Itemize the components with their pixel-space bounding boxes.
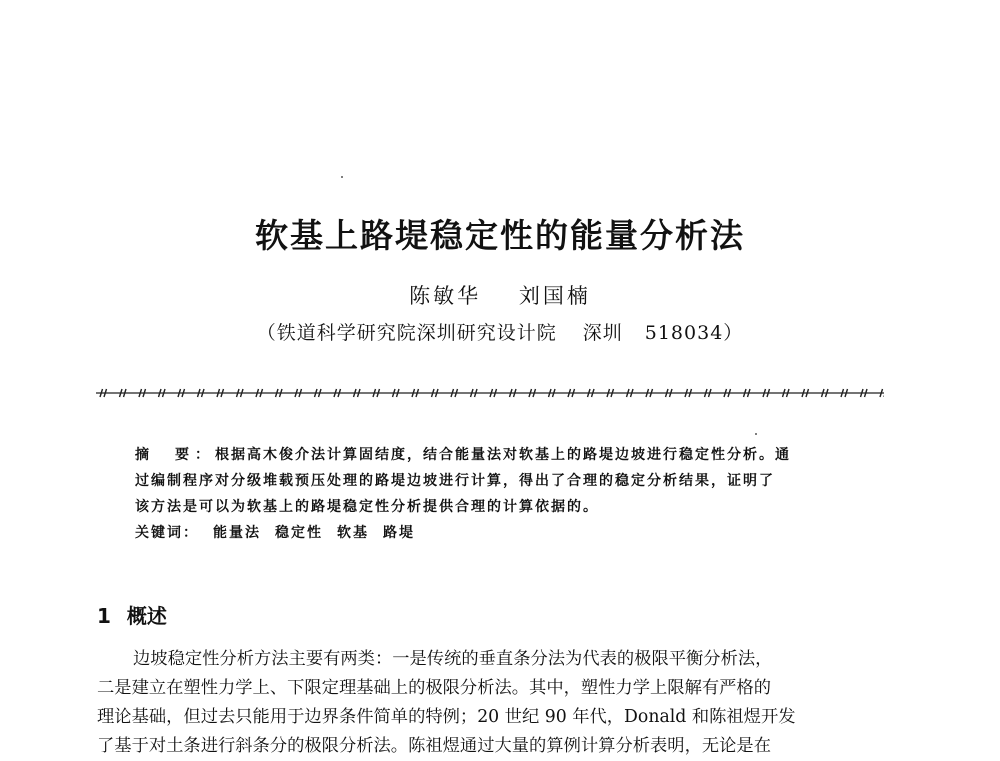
affiliation-postcode: 518034） (644, 322, 744, 344)
keywords-line (135, 520, 855, 546)
affiliation-institution: （铁道科学研究院深圳研究设计院 (256, 322, 557, 344)
body-line: 了基于对土条进行斜条分的极限分析法。陈祖煜通过大量的算例计算分析表明，无论是在 (97, 736, 771, 756)
section-number: 1 (97, 604, 111, 628)
body-paragraph (97, 645, 897, 761)
affiliation-line (0, 318, 1000, 345)
abstract-text: 根据高木俊介法计算固结度，结合能量法对软基上的路堤边坡进行稳定性分析。通 (215, 447, 791, 463)
keyword: 稳定性 (275, 525, 323, 541)
body-line: 二是建立在塑性力学上、下限定理基础上的极限分析法。其中，塑性力学上限解有严格的 (97, 678, 771, 698)
abstract-block (135, 442, 855, 546)
abstract-label: 摘 要： (135, 447, 215, 463)
body-line: 理论基础，但过去只能用于边界条件简单的特例；20 世纪 90 年代，Donald 和陈祖煜开发 (97, 707, 796, 727)
scan-speck (755, 433, 757, 435)
section-heading (97, 600, 167, 629)
keyword: 路堤 (383, 525, 415, 541)
keyword: 能量法 (213, 525, 261, 541)
section-title: 概述 (126, 604, 167, 628)
abstract-line: 该方法是可以为软基上的路堤稳定性分析提供合理的计算依据的。 (135, 499, 599, 515)
body-line: 边坡稳定性分析方法主要有两类：一是传统的垂直条分法为代表的极限平衡分析法， (133, 649, 773, 669)
scan-speck (341, 176, 343, 178)
paper-title: 软基上路堤稳定性的能量分析法 (255, 216, 745, 255)
author-name: 陈敏华 (409, 284, 482, 308)
abstract-line: 过编制程序对分级堆载预压处理的路堤边坡进行计算，得出了合理的稳定分析结果，证明了 (135, 473, 775, 489)
author-line (0, 280, 1000, 310)
ornamental-divider (96, 388, 884, 398)
keyword: 软基 (337, 525, 369, 541)
affiliation-city: 深圳 (582, 322, 623, 344)
keywords-label: 关键词： (135, 525, 199, 541)
abstract-line (135, 442, 855, 468)
author-name: 刘国楠 (518, 284, 591, 308)
